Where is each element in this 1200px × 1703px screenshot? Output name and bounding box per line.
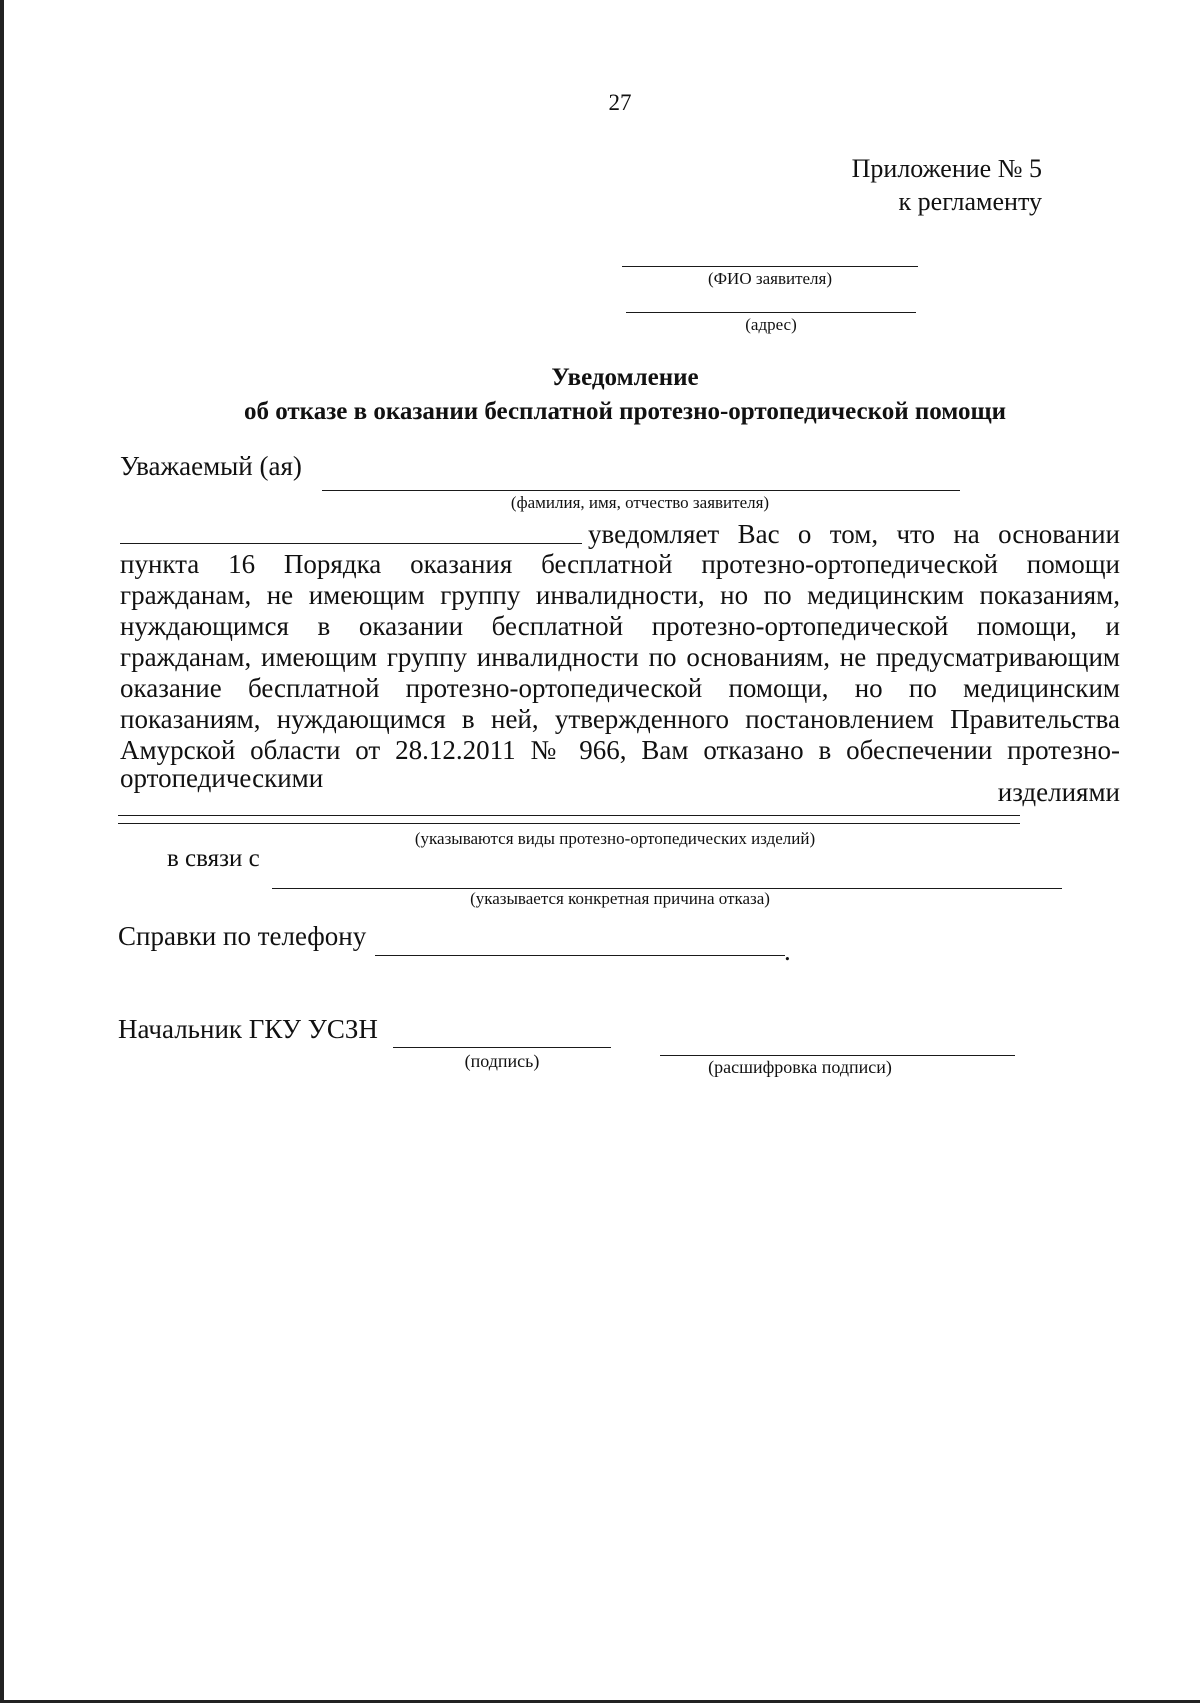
body-line-1: пункта 16 Порядка оказания бесплатной протезно-ортопедической помощи — [120, 549, 1120, 579]
appendix-line-1: Приложение № 5 — [851, 154, 1042, 183]
page-number: 27 — [608, 90, 632, 115]
document-title: Уведомление — [551, 364, 699, 391]
salutation: Уважаемый (ая) — [120, 451, 302, 481]
body-line-7: Амурской области от 28.12.2011 № 966, Вам отказано в обеспечении протезно- — [120, 735, 1120, 765]
reason-label: в связи с — [167, 845, 260, 872]
appendix-line-2: к регламенту — [898, 187, 1042, 216]
body-line-5: оказание бесплатной протезно-ортопедической помощи, но по медицинским — [120, 673, 1120, 703]
signature-decoding-line — [660, 1055, 1015, 1056]
phone-label: Справки по телефону — [118, 921, 367, 951]
items-hint: (указываются виды протезно-ортопедических изделий) — [414, 829, 816, 848]
signatory-position: Начальник ГКУ УСЗН — [118, 1014, 378, 1044]
salutation-name-line — [322, 490, 960, 491]
signature-hint: (подпись) — [464, 1051, 540, 1071]
applicant-address-line — [626, 312, 916, 313]
items-line-secondary — [118, 823, 1020, 824]
phone-line — [375, 955, 785, 956]
body-last-right: изделиями — [997, 777, 1120, 807]
scan-edge-left — [0, 0, 4, 1703]
appendix-header — [852, 152, 1042, 218]
salutation-hint: (фамилия, имя, отчество заявителя) — [510, 493, 770, 512]
body-line-3: нуждающимся в оказании бесплатной протезно-ортопедической помощи, и — [120, 611, 1120, 641]
applicant-name-line — [622, 266, 918, 267]
body-line-4: гражданам, имеющим группу инвалидности по основаниям, не предусматривающим — [120, 642, 1120, 672]
signature-line — [393, 1047, 611, 1048]
items-line — [118, 815, 1020, 816]
body-line-6: показаниям, нуждающимся в ней, утвержденного постановлением Правительства — [120, 704, 1120, 734]
applicant-address-hint: (адрес) — [745, 315, 797, 334]
reason-hint: (указывается конкретная причина отказа) — [470, 889, 770, 908]
phone-period: . — [784, 936, 791, 966]
body-line-2: гражданам, не имеющим группу инвалидности, но по медицинским показаниям, — [120, 580, 1120, 610]
document-subtitle: об отказе в оказании бесплатной протезно-ортопедической помощи — [243, 398, 1007, 425]
body-last-left: ортопедическими — [120, 763, 324, 793]
authority-name-line — [120, 543, 582, 544]
applicant-name-hint: (ФИО заявителя) — [707, 269, 833, 288]
body-line-0: уведомляет Вас о том, что на основании — [588, 519, 1120, 549]
signature-decoding-hint: (расшифровка подписи) — [708, 1057, 892, 1077]
